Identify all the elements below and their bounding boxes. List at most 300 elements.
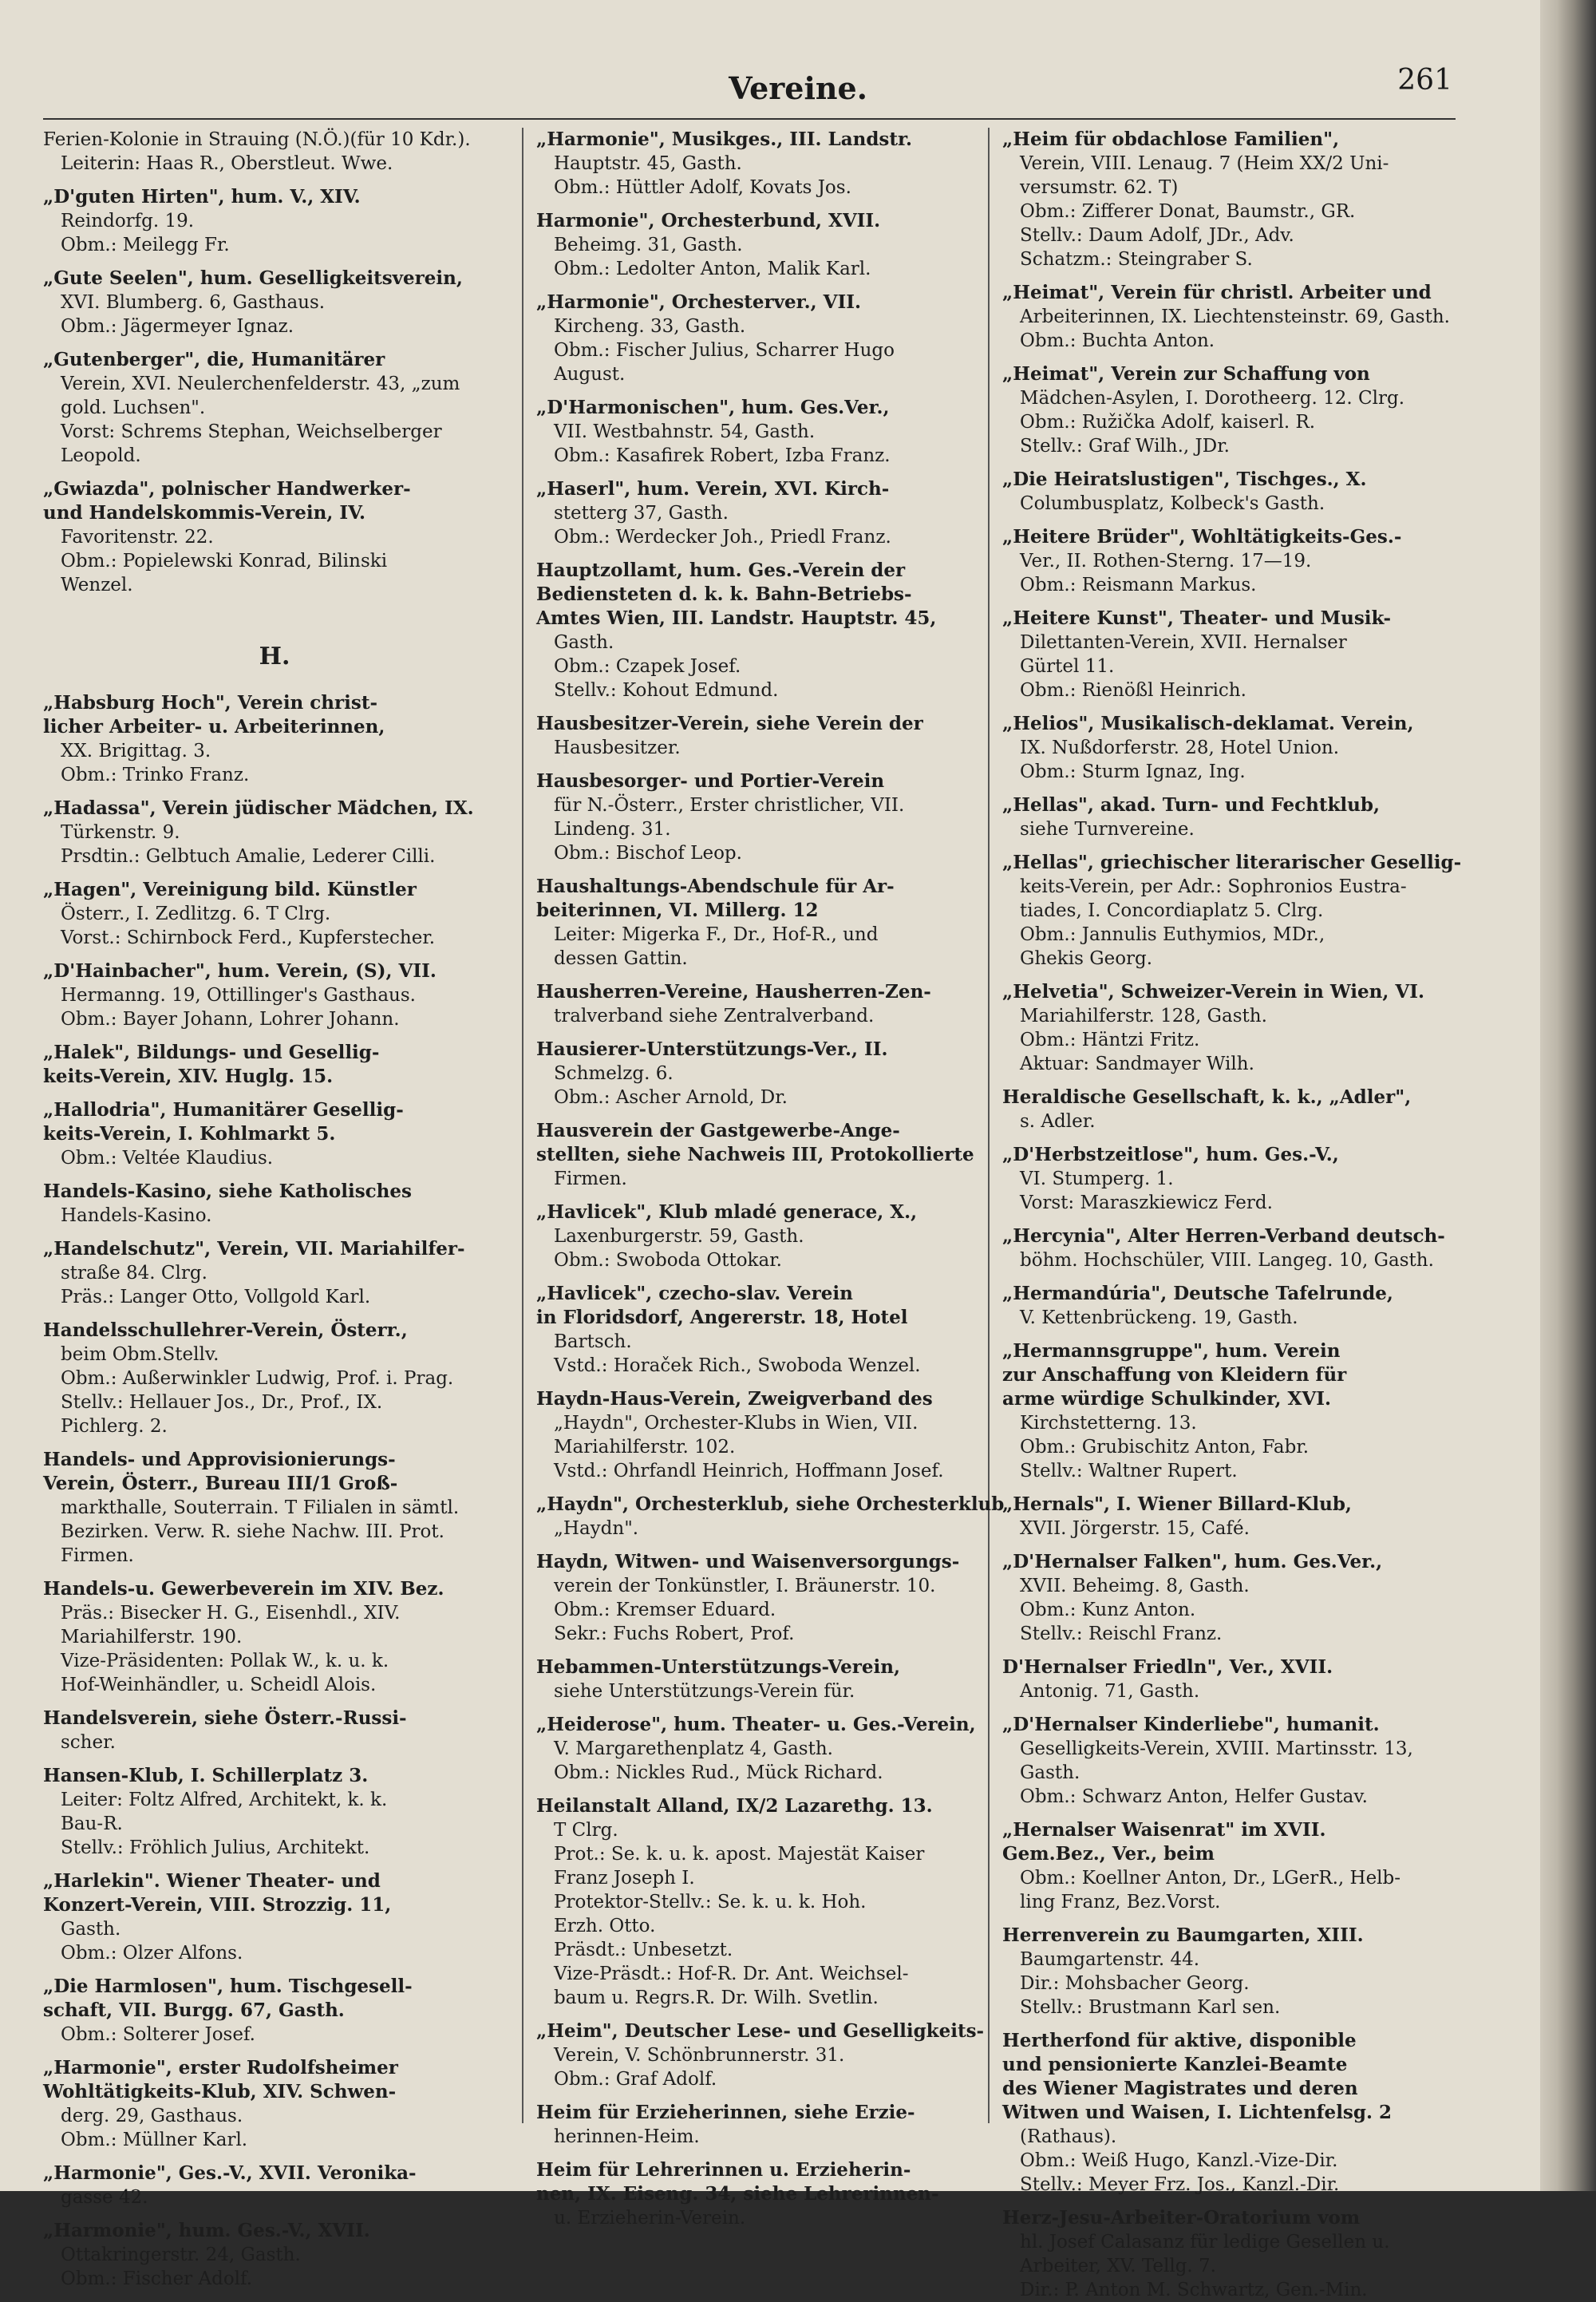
entry-detail-line: Obm.: Kunz Anton.: [1020, 1600, 1196, 1620]
directory-entry: [536, 209, 999, 281]
directory-entry: [43, 348, 506, 468]
column-divider-1: [522, 128, 523, 2123]
entry-detail-line: ling Franz, Bez.Vorst.: [1020, 1892, 1221, 1912]
directory-entry: [1002, 1550, 1465, 1646]
entry-heading-line: des Wiener Magistrates und deren: [1002, 2078, 1358, 2099]
entry-detail-line: Erzh. Otto.: [554, 1916, 656, 1936]
entry-heading-line: arme würdige Schulkinder, XVI.: [1002, 1388, 1332, 1410]
directory-entry: [536, 396, 999, 468]
book-edge: [1540, 0, 1596, 2191]
entry-detail-line: Obm.: Solterer Josef.: [61, 2024, 255, 2045]
entry-heading-line: „Hadassa", Verein jüdischer Mädchen, IX.: [43, 797, 474, 819]
entry-heading-line: „Harmonie", Ges.-V., XVII. Veronika-: [43, 2162, 417, 2184]
entry-detail-line: Mariahilferstr. 190.: [61, 1627, 243, 1647]
entry-heading-line: „D'guten Hirten", hum. V., XIV.: [43, 186, 361, 208]
entry-heading-line: Heim für Lehrerinnen u. Erzieherin-: [536, 2159, 911, 2181]
directory-entry: [1002, 1655, 1465, 1703]
directory-entry: [1002, 525, 1465, 597]
entry-detail-line: Obm.: Ružička Adolf, kaiserl. R.: [1020, 412, 1316, 433]
entry-detail-line: Schatzm.: Steingraber S.: [1020, 249, 1253, 270]
entry-detail-line: VII. Westbahnstr. 54, Gasth.: [554, 421, 816, 442]
directory-entry: [43, 2056, 506, 2152]
entry-heading-line: „Harmonie", hum. Ges.-V., XVII.: [43, 2220, 370, 2241]
entry-detail-line: Wenzel.: [61, 575, 133, 595]
entry-heading-line: stellten, siehe Nachweis III, Protokollierte: [536, 1144, 974, 1165]
directory-entry: [536, 2019, 999, 2091]
entry-heading-line: „Hercynia", Alter Herren-Verband deutsch-: [1002, 1225, 1445, 1247]
entry-heading-line: nen, IX. Eiseng. 34, siehe Lehrerinnen-: [536, 2183, 939, 2205]
entry-detail-line: „Haydn".: [554, 1518, 639, 1539]
entry-heading-line: „D'Hernalser Kinderliebe", humanit.: [1002, 1714, 1380, 1735]
entry-detail-line: XVII. Jörgerstr. 15, Café.: [1020, 1518, 1250, 1539]
entry-heading-line: „Heitere Kunst", Theater- und Musik-: [1002, 607, 1392, 629]
directory-entry: [1002, 1086, 1465, 1133]
entry-heading-line: Hausverein der Gastgewerbe-Ange-: [536, 1120, 900, 1141]
directory-entry: [536, 980, 999, 1028]
entry-heading-line: Handels-u. Gewerbeverein im XIV. Bez.: [43, 1578, 444, 1600]
directory-entry: [1002, 2029, 1465, 2197]
entry-detail-line: Bartsch.: [554, 1331, 632, 1352]
entry-heading-line: Heim für Erzieherinnen, siehe Erzie-: [536, 2102, 915, 2123]
entry-heading-line: Witwen und Waisen, I. Lichtenfelsg. 2: [1002, 2102, 1392, 2123]
entry-detail-line: Obm.: Grubischitz Anton, Fabr.: [1020, 1437, 1310, 1458]
entry-detail-line: Franz Joseph I.: [554, 1868, 695, 1889]
entry-detail-line: Obm.: Häntzi Fritz.: [1020, 1030, 1200, 1050]
entry-detail-line: Leopold.: [61, 445, 141, 466]
directory-entry: [1002, 607, 1465, 702]
entry-detail-line: Stellv.: Kohout Edmund.: [554, 680, 779, 701]
directory-entry: [43, 1975, 506, 2047]
entry-heading-line: Haydn, Witwen- und Waisenversorgungs-: [536, 1551, 960, 1572]
entry-detail-line: Handels-Kasino.: [61, 1205, 212, 1226]
directory-entry: [536, 1550, 999, 1646]
entry-heading-line: „Harmonie", Musikges., III. Landstr.: [536, 129, 912, 150]
entry-detail-line: Hausbesitzer.: [554, 738, 681, 758]
directory-entry: [1002, 712, 1465, 784]
directory-entry: [43, 185, 506, 257]
entry-detail-line: Stellv.: Graf Wilh., JDr.: [1020, 436, 1230, 457]
entry-detail-line: Protektor-Stellv.: Se. k. u. k. Hoh.: [554, 1892, 867, 1912]
entry-detail-line: Obm.: Koellner Anton, Dr., LGerR., Helb-: [1020, 1868, 1401, 1889]
entry-heading-line: „Heim für obdachlose Familien",: [1002, 129, 1340, 150]
entry-heading-line: „Havlicek", Klub mladé generace, X.,: [536, 1201, 918, 1223]
entry-heading-line: „Havlicek", czecho-slav. Verein: [536, 1283, 853, 1304]
directory-entry: [536, 1119, 999, 1191]
entry-detail-line: Geselligkeits-Verein, XVIII. Martinsstr. 13,: [1020, 1738, 1413, 1759]
entry-detail-line: Verein, VIII. Lenaug. 7 (Heim XX/2 Uni-: [1020, 153, 1389, 174]
directory-entry: [1002, 1339, 1465, 1483]
directory-entry: [536, 769, 999, 865]
entry-detail-line: straße 84. Clrg.: [61, 1263, 207, 1284]
entry-heading-line: Bediensteten d. k. k. Bahn-Betriebs-: [536, 583, 912, 605]
directory-entry: [536, 1387, 999, 1483]
entry-detail-line: Gasth.: [1020, 1762, 1080, 1783]
entry-heading-line: „Harlekin". Wiener Theater- und: [43, 1870, 381, 1892]
entry-heading-line: „Hernals", I. Wiener Billard-Klub,: [1002, 1493, 1352, 1515]
entry-detail-line: versumstr. 62. T): [1020, 177, 1179, 198]
entry-detail-line: XVI. Blumberg. 6, Gasthaus.: [61, 292, 326, 313]
entry-detail-line: Kirchstetterng. 13.: [1020, 1413, 1197, 1434]
directory-entry: [536, 477, 999, 549]
entry-detail-line: Obm.: Jägermeyer Ignaz.: [61, 316, 294, 337]
entry-detail-line: Stellv.: Waltner Rupert.: [1020, 1461, 1238, 1481]
entry-detail-line: Ghekis Georg.: [1020, 948, 1153, 969]
entry-heading-line: „Gwiazda", polnischer Handwerker-: [43, 478, 411, 500]
column-3: [1002, 128, 1465, 2300]
entry-detail-line: Obm.: Sturm Ignaz, Ing.: [1020, 761, 1246, 782]
entry-heading-line: „Haserl", hum. Verein, XVI. Kirch-: [536, 478, 890, 500]
entry-detail-line: Obm.: Jannulis Euthymios, MDr.,: [1020, 924, 1325, 945]
entry-heading-line: Handels-Kasino, siehe Katholisches: [43, 1181, 412, 1202]
directory-entry: [1002, 1818, 1465, 1914]
entry-detail-line: s. Adler.: [1020, 1111, 1096, 1132]
directory-entry: [43, 1098, 506, 1170]
entry-detail-line: Obm.: Veltée Klaudius.: [61, 1148, 274, 1169]
entry-detail-line: V. Margarethenplatz 4, Gasth.: [554, 1738, 833, 1759]
entry-detail-line: VI. Stumperg. 1.: [1020, 1169, 1174, 1189]
directory-entry: [536, 1493, 1005, 1541]
entry-detail-line: Gasth.: [61, 1919, 121, 1940]
directory-entry: [1002, 980, 1465, 1076]
entry-detail-line: Obm.: Werdecker Joh., Priedl Franz.: [554, 527, 891, 548]
entry-heading-line: Heraldische Gesellschaft, k. k., „Adler",: [1002, 1086, 1412, 1108]
directory-entry: [536, 1713, 999, 1785]
entry-detail-line: Columbusplatz, Kolbeck's Gasth.: [1020, 493, 1325, 514]
column-2: [536, 128, 1005, 2229]
entry-detail-line: Vorst.: Schirnbock Ferd., Kupferstecher.: [61, 928, 436, 948]
directory-entry: [43, 1448, 506, 1568]
entry-detail-line: Obm.: Trinko Franz.: [61, 765, 250, 785]
directory-entry: [1002, 1282, 1465, 1330]
entry-detail-line: Verein, V. Schönbrunnerstr. 31.: [554, 2045, 845, 2066]
entry-detail-line: Obm.: Fischer Julius, Scharrer Hugo: [554, 340, 895, 361]
entry-detail-line: Obm.: Buchta Anton.: [1020, 330, 1215, 351]
entry-detail-line: V. Kettenbrückeng. 19, Gasth.: [1020, 1307, 1298, 1328]
directory-entry: [1002, 1493, 1465, 1541]
entry-heading-line: „Heimat", Verein für christl. Arbeiter und: [1002, 282, 1432, 303]
entry-heading-line: Handelsverein, siehe Österr.-Russi-: [43, 1707, 407, 1729]
entry-detail-line: Vize-Präsidenten: Pollak W., k. u. k.: [61, 1651, 389, 1671]
entry-heading-line: „Handelschutz", Verein, VII. Mariahilfer-: [43, 1238, 465, 1260]
entry-detail-line: Ver., II. Rothen-Sterng. 17—19.: [1020, 551, 1312, 572]
entry-detail-line: Obm.: Meilegg Fr.: [61, 235, 230, 255]
entry-detail-line: „Haydn", Orchester-Klubs in Wien, VII.: [554, 1413, 918, 1434]
entry-heading-line: beiterinnen, VI. Millerg. 12: [536, 900, 819, 921]
entry-heading-line: Handels- und Approvisionierungs-: [43, 1449, 396, 1470]
entry-detail-line: Leiter: Migerka F., Dr., Hof-R., und: [554, 924, 879, 945]
entry-heading-line: Hertherfond für aktive, disponible: [1002, 2030, 1357, 2051]
directory-entry: [43, 477, 506, 597]
directory-entry: [1002, 1924, 1465, 2019]
page-title: Vereine.: [729, 70, 867, 106]
entry-heading-line: „D'Herbstzeitlose", hum. Ges.-V.,: [1002, 1144, 1339, 1165]
entry-detail-line: Sekr.: Fuchs Robert, Prof.: [554, 1624, 795, 1644]
directory-entry: [1002, 2206, 1465, 2302]
entry-heading-line: Gem.Bez., Ver., beim: [1002, 1843, 1215, 1865]
directory-entry: [536, 128, 999, 200]
entry-detail-line: tralverband siehe Zentralverband.: [554, 1006, 875, 1026]
entry-heading-line: „Halek", Bildungs- und Gesellig-: [43, 1042, 380, 1063]
entry-detail-line: tiades, I. Concordiaplatz 5. Clrg.: [1020, 900, 1324, 921]
entry-detail-line: Stellv.: Fröhlich Julius, Architekt.: [61, 1837, 370, 1858]
entry-heading-line: „Hermandúria", Deutsche Tafelrunde,: [1002, 1283, 1393, 1304]
directory-entry: [1002, 1713, 1465, 1809]
directory-entry: [1002, 281, 1465, 353]
entry-detail-line: Stellv.: Hellauer Jos., Dr., Prof., IX.: [61, 1392, 383, 1413]
entry-heading-line: „D'Hernalser Falken", hum. Ges.Ver.,: [1002, 1551, 1383, 1572]
entry-heading-line: zur Anschaffung von Kleidern für: [1002, 1364, 1347, 1386]
entry-heading-line: „Haydn", Orchesterklub, siehe Orchesterklub: [536, 1493, 1005, 1515]
directory-entry: [1002, 128, 1465, 271]
entry-detail-line: Verein, XVI. Neulerchenfelderstr. 43, „zum: [61, 374, 460, 394]
entry-detail-line: Obm.: Schwarz Anton, Helfer Gustav.: [1020, 1786, 1368, 1807]
entry-detail-line: beim Obm.Stellv.: [61, 1344, 219, 1365]
entry-heading-line: „Heiderose", hum. Theater- u. Ges.-Verein,: [536, 1714, 976, 1735]
entry-heading-line: „Habsburg Hoch", Verein christ-: [43, 692, 377, 714]
header-rule: [43, 118, 1456, 120]
entry-detail-line: verein der Tonkünstler, I. Bräunerstr. 10.: [554, 1576, 936, 1596]
entry-heading-line: Hansen-Klub, I. Schillerplatz 3.: [43, 1765, 369, 1786]
entry-heading-line: Hebammen-Unterstützungs-Verein,: [536, 1656, 900, 1678]
directory-entry: [536, 1655, 999, 1703]
entry-heading-line: Hausherren-Vereine, Hausherren-Zen-: [536, 981, 931, 1003]
entry-detail-line: für N.-Österr., Erster christlicher, VII.: [554, 795, 905, 816]
entry-detail-line: markthalle, Souterrain. T Filialen in sämtl.: [61, 1497, 460, 1518]
entry-detail-line: Vorst: Schrems Stephan, Weichselberger: [61, 421, 442, 442]
entry-detail-line: Ferien-Kolonie in Strauing (N.Ö.)(für 10 Kdr.).: [43, 129, 471, 150]
entry-heading-line: keits-Verein, I. Kohlmarkt 5.: [43, 1123, 336, 1145]
entry-detail-line: Obm.: Popielewski Konrad, Bilinski: [61, 551, 388, 572]
directory-entry: [43, 959, 506, 1031]
entry-heading-line: „Helvetia", Schweizer-Verein in Wien, VI.: [1002, 981, 1424, 1003]
directory-entry: [43, 878, 506, 950]
entry-detail-line: Firmen.: [61, 1545, 134, 1566]
entry-detail-line: böhm. Hochschüler, VIII. Langeg. 10, Gasth.: [1020, 1250, 1434, 1271]
entry-detail-line: Präs.: Langer Otto, Vollgold Karl.: [61, 1287, 371, 1307]
entry-detail-line: Lindeng. 31.: [554, 819, 671, 840]
entry-detail-line: dessen Gattin.: [554, 948, 688, 969]
directory-entry: [536, 291, 999, 386]
directory-entry: [536, 1200, 999, 1272]
entry-detail-line: Firmen.: [554, 1169, 627, 1189]
entry-heading-line: schaft, VII. Burgg. 67, Gasth.: [43, 1999, 345, 2021]
directory-entry: [1002, 851, 1465, 971]
entry-heading-line: „Heimat", Verein zur Schaffung von: [1002, 363, 1370, 385]
entry-detail-line: Leiterin: Haas R., Oberstleut. Wwe.: [61, 153, 393, 174]
entry-detail-line: Vorst: Maraszkiewicz Ferd.: [1020, 1193, 1273, 1213]
entry-detail-line: gold. Luchsen".: [61, 398, 206, 418]
entry-detail-line: Obm.: Bayer Johann, Lohrer Johann.: [61, 1009, 400, 1030]
entry-detail-line: XX. Brigittag. 3.: [61, 741, 211, 761]
entry-detail-line: Beheimg. 31, Gasth.: [554, 235, 743, 255]
entry-detail-line: Dir.: Mohsbacher Georg.: [1020, 1973, 1250, 1994]
entry-heading-line: „Heim", Deutscher Lese- und Geselligkeits-: [536, 2020, 985, 2042]
entry-heading-line: Haydn-Haus-Verein, Zweigverband des: [536, 1388, 933, 1410]
page-number: 261: [1397, 64, 1452, 97]
directory-entry: [43, 1180, 506, 1228]
directory-entry: [43, 1319, 506, 1438]
entry-detail-line: Prsdtin.: Gelbtuch Amalie, Lederer Cilli.: [61, 846, 436, 867]
entry-detail-line: Antonig. 71, Gasth.: [1020, 1681, 1200, 1702]
entry-detail-line: Gürtel 11.: [1020, 656, 1115, 677]
entry-detail-line: Hermanng. 19, Ottillinger's Gasthaus.: [61, 985, 416, 1006]
entry-detail-line: Dir.: P. Anton M. Schwartz, Gen.-Min.: [1020, 2280, 1368, 2300]
directory-entry: [43, 2162, 506, 2209]
directory-entry: [43, 1041, 506, 1089]
entry-detail-line: Obm.: Fischer Adolf.: [61, 2268, 253, 2289]
entry-detail-line: scher.: [61, 1732, 116, 1753]
entry-detail-line: Mariahilferstr. 128, Gasth.: [1020, 1006, 1267, 1026]
entry-detail-line: Präsdt.: Unbesetzt.: [554, 1940, 733, 1960]
entry-detail-line: XVII. Beheimg. 8, Gasth.: [1020, 1576, 1250, 1596]
entry-detail-line: Bezirken. Verw. R. siehe Nachw. III. Prot.: [61, 1521, 444, 1542]
directory-entry: [536, 2158, 999, 2230]
entry-detail-line: Arbeiterinnen, IX. Liechtensteinstr. 69, Gasth.: [1020, 307, 1450, 327]
entry-detail-line: Mariahilferstr. 102.: [554, 1437, 736, 1458]
entry-heading-line: „Hallodria", Humanitärer Gesellig-: [43, 1099, 404, 1121]
entry-detail-line: Leiter: Foltz Alfred, Architekt, k. k.: [61, 1790, 388, 1810]
entry-detail-line: Obm.: Außerwinkler Ludwig, Prof. i. Prag.: [61, 1368, 454, 1389]
entry-detail-line: Obm.: Weiß Hugo, Kanzl.-Vize-Dir.: [1020, 2150, 1338, 2171]
entry-detail-line: Obm.: Kremser Eduard.: [554, 1600, 776, 1620]
entry-detail-line: Vstd.: Horaček Rich., Swoboda Wenzel.: [554, 1355, 921, 1376]
directory-entry: [1002, 468, 1465, 516]
entry-heading-line: Herz-Jesu-Arbeiter-Oratorium vom: [1002, 2207, 1361, 2229]
directory-entry: [536, 1282, 999, 1378]
entry-detail-line: Obm.: Rienößl Heinrich.: [1020, 680, 1246, 701]
entry-detail-line: Vize-Präsdt.: Hof-R. Dr. Ant. Weichsel-: [554, 1964, 909, 1984]
entry-detail-line: Obm.: Nickles Rud., Mück Richard.: [554, 1762, 883, 1783]
directory-entry: [43, 1707, 506, 1754]
directory-entry: [1002, 362, 1465, 458]
entry-detail-line: Obm.: Müllner Karl.: [61, 2130, 248, 2150]
entry-heading-line: und pensionierte Kanzlei-Beamte: [1002, 2054, 1348, 2075]
entry-heading-line: in Floridsdorf, Angererstr. 18, Hotel: [536, 1307, 908, 1328]
entry-detail-line: Hof-Weinhändler, u. Scheidl Alois.: [61, 1675, 377, 1695]
entry-detail-line: Obm.: Hüttler Adolf, Kovats Jos.: [554, 177, 851, 198]
entry-heading-line: D'Hernalser Friedln", Ver., XVII.: [1002, 1656, 1333, 1678]
entry-heading-line: „Die Harmlosen", hum. Tischgesell-: [43, 1976, 413, 1997]
entry-detail-line: Stellv.: Daum Adolf, JDr., Adv.: [1020, 225, 1294, 246]
entry-detail-line: u. Erzieherin-Verein.: [554, 2208, 746, 2229]
entry-heading-line: Wohltätigkeits-Klub, XIV. Schwen-: [43, 2081, 397, 2102]
directory-entry: [43, 128, 506, 176]
entry-heading-line: Amtes Wien, III. Landstr. Hauptstr. 45,: [536, 607, 937, 629]
directory-entry: [43, 2219, 506, 2291]
directory-entry: [43, 1237, 506, 1309]
entry-heading-line: Verein, Österr., Bureau III/1 Groß-: [43, 1473, 398, 1494]
entry-detail-line: Baumgartenstr. 44.: [1020, 1949, 1200, 1970]
entry-detail-line: Pichlerg. 2.: [61, 1416, 168, 1437]
directory-entry: [43, 1869, 506, 1965]
directory-entry: [536, 875, 999, 971]
directory-entry: [43, 1577, 506, 1697]
entry-heading-line: „Hellas", akad. Turn- und Fechtklub,: [1002, 794, 1380, 816]
section-letter: H.: [259, 643, 290, 670]
entry-heading-line: Hausbesorger- und Portier-Verein: [536, 770, 885, 792]
entry-heading-line: „Heitere Brüder", Wohltätigkeits-Ges.-: [1002, 526, 1402, 548]
entry-detail-line: Österr., I. Zedlitzg. 6. T Clrg.: [61, 904, 331, 924]
entry-heading-line: Hausierer-Unterstützungs-Ver., II.: [536, 1038, 888, 1060]
entry-detail-line: Obm.: Kasafirek Robert, Izba Franz.: [554, 445, 891, 466]
entry-detail-line: Prot.: Se. k. u. k. apost. Majestät Kaiser: [554, 1844, 925, 1865]
entry-detail-line: Türkenstr. 9.: [61, 822, 180, 843]
entry-heading-line: Harmonie", Orchesterbund, XVII.: [536, 210, 881, 231]
entry-detail-line: Obm.: Olzer Alfons.: [61, 1943, 243, 1964]
entry-detail-line: Präs.: Bisecker H. G., Eisenhdl., XIV.: [61, 1603, 401, 1624]
directory-entry: [43, 797, 506, 868]
entry-heading-line: und Handelskommis-Verein, IV.: [43, 502, 365, 524]
entry-detail-line: baum u. Regrs.R. Dr. Wilh. Svetlin.: [554, 1988, 879, 2008]
entry-detail-line: Stellv.: Meyer Frz. Jos., Kanzl.-Dir.: [1020, 2174, 1340, 2195]
entry-detail-line: Laxenburgerstr. 59, Gasth.: [554, 1226, 804, 1247]
entry-detail-line: Arbeiter, XV. Tellg. 7.: [1020, 2256, 1216, 2276]
entry-detail-line: Obm.: Bischof Leop.: [554, 843, 742, 864]
entry-detail-line: derg. 29, Gasthaus.: [61, 2106, 243, 2126]
entry-heading-line: „Gutenberger", die, Humanitärer: [43, 349, 385, 370]
entry-detail-line: Obm.: Reismann Markus.: [1020, 575, 1257, 595]
directory-entry: [536, 559, 999, 702]
entry-heading-line: licher Arbeiter- u. Arbeiterinnen,: [43, 716, 385, 738]
entry-heading-line: Herrenverein zu Baumgarten, XIII.: [1002, 1924, 1364, 1946]
entry-detail-line: (Rathaus).: [1020, 2126, 1117, 2147]
entry-heading-line: Heilanstalt Alland, IX/2 Lazarethg. 13.: [536, 1795, 933, 1817]
entry-detail-line: hl. Josef Calasanz für ledige Gesellen u.: [1020, 2232, 1390, 2253]
directory-entry: [536, 712, 999, 760]
entry-detail-line: Kircheng. 33, Gasth.: [554, 316, 746, 337]
entry-heading-line: Hausbesitzer-Verein, siehe Verein der: [536, 713, 923, 734]
entry-detail-line: Favoritenstr. 22.: [61, 527, 214, 548]
entry-detail-line: August.: [554, 364, 626, 385]
entry-heading-line: „Harmonie", erster Rudolfsheimer: [43, 2057, 398, 2079]
directory-entry: [43, 267, 506, 338]
directory-entry: [1002, 1143, 1465, 1215]
entry-heading-line: „Die Heiratslustigen", Tischges., X.: [1002, 469, 1367, 490]
entry-heading-line: „Hernalser Waisenrat" im XVII.: [1002, 1819, 1326, 1841]
entry-heading-line: keits-Verein, XIV. Huglg. 15.: [43, 1066, 334, 1087]
entry-detail-line: Gasth.: [554, 632, 614, 653]
entry-detail-line: Stellv.: Brustmann Karl sen.: [1020, 1997, 1281, 2018]
entry-detail-line: Obm.: Ledolter Anton, Malik Karl.: [554, 259, 871, 279]
directory-entry: [536, 1038, 999, 1109]
entry-heading-line: „D'Hainbacher", hum. Verein, (S), VII.: [43, 960, 437, 982]
directory-entry: [43, 1764, 506, 1860]
entry-detail-line: Reindorfg. 19.: [61, 211, 195, 231]
entry-detail-line: stetterg 37, Gasth.: [554, 503, 729, 524]
entry-heading-line: „Harmonie", Orchesterver., VII.: [536, 291, 861, 313]
entry-detail-line: Dilettanten-Verein, XVII. Hernalser: [1020, 632, 1347, 653]
entry-heading-line: „Hellas", griechischer literarischer Gesellig-: [1002, 852, 1462, 873]
entry-heading-line: „Hermannsgruppe", hum. Verein: [1002, 1340, 1341, 1362]
entry-detail-line: siehe Unterstützungs-Verein für.: [554, 1681, 855, 1702]
entry-heading-line: „D'Harmonischen", hum. Ges.Ver.,: [536, 397, 890, 418]
entry-detail-line: Bau-R.: [61, 1814, 123, 1834]
entry-detail-line: Obm.: Swoboda Ottokar.: [554, 1250, 782, 1271]
entry-heading-line: Hauptzollamt, hum. Ges.-Verein der: [536, 560, 906, 581]
entry-detail-line: Obm.: Czapek Josef.: [554, 656, 741, 677]
entry-heading-line: „Helios", Musikalisch-deklamat. Verein,: [1002, 713, 1414, 734]
entry-heading-line: Haushaltungs-Abendschule für Ar-: [536, 876, 895, 897]
entry-detail-line: herinnen-Heim.: [554, 2126, 700, 2147]
entry-detail-line: Hauptstr. 45, Gasth.: [554, 153, 742, 174]
column-1: [43, 128, 506, 2289]
entry-detail-line: Obm.: Ascher Arnold, Dr.: [554, 1087, 788, 1108]
entry-detail-line: Stellv.: Reischl Franz.: [1020, 1624, 1223, 1644]
entry-detail-line: IX. Nußdorferstr. 28, Hotel Union.: [1020, 738, 1340, 758]
entry-detail-line: Aktuar: Sandmayer Wilh.: [1020, 1054, 1254, 1074]
entry-heading-line: Konzert-Verein, VIII. Strozzig. 11,: [43, 1894, 392, 1916]
entry-detail-line: gasse 42.: [61, 2187, 148, 2208]
